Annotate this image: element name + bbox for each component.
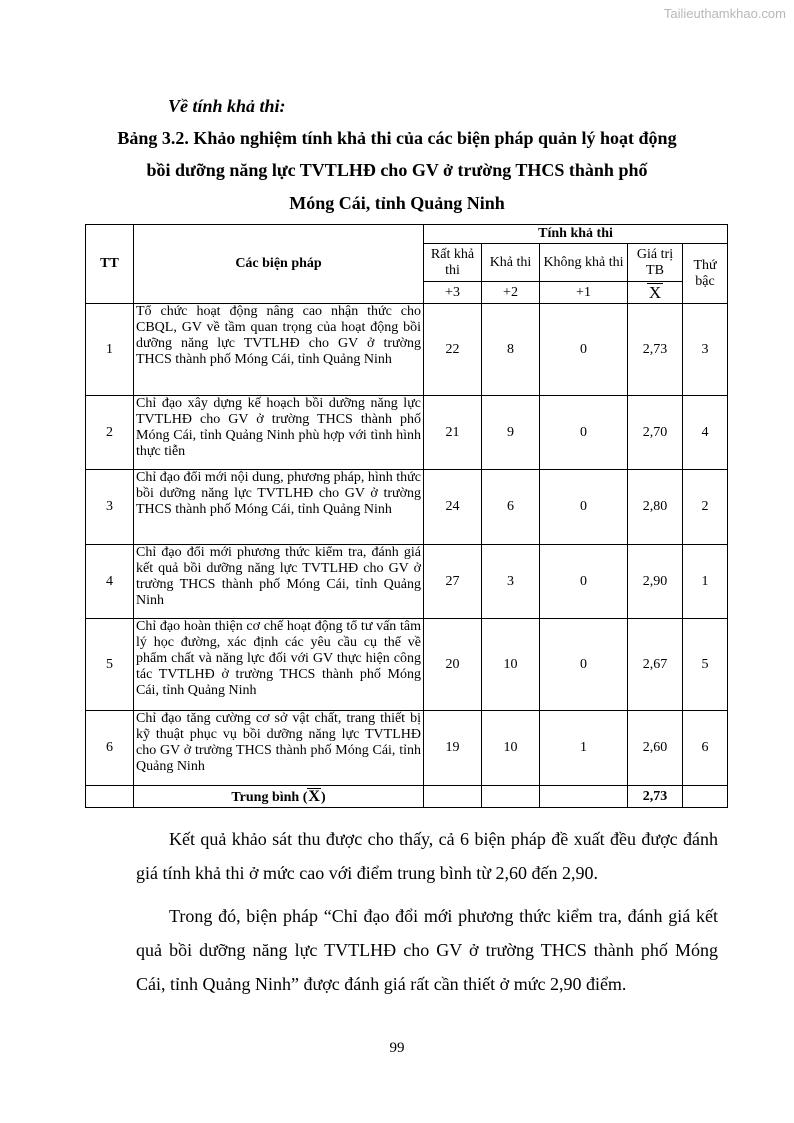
mean-symbol-cell (628, 282, 683, 304)
table-row (86, 711, 728, 786)
row-feasible: 8 (482, 304, 540, 396)
score-feasible: +2 (482, 282, 540, 304)
row-tt: 6 (86, 711, 134, 786)
row-mean: 2,73 (628, 304, 683, 396)
row-not-feasible: 0 (540, 619, 628, 711)
row-tt: 1 (86, 304, 134, 396)
section-heading: Về tính khả thi: (168, 96, 286, 116)
row-very-feasible: 20 (424, 619, 482, 711)
header-measure: Các biện pháp (134, 225, 424, 304)
footer-label: Trung bình ( (231, 789, 308, 805)
row-feasible: 6 (482, 470, 540, 545)
row-very-feasible: 27 (424, 545, 482, 619)
row-tt: 5 (86, 619, 134, 711)
row-not-feasible: 0 (540, 304, 628, 396)
footer-empty-feasible (482, 786, 540, 808)
footer-mean-symbol: X (308, 787, 320, 805)
row-tt: 4 (86, 545, 134, 619)
header-mean: Giá trị TB (628, 244, 683, 282)
result-paragraph-2: Trong đó, biện pháp “Chỉ đạo đổi mới phương thức kiểm tra, đánh giá kết quả bồi dưỡng năng lực TVTLHĐ cho GV ở trường THCS thành phố Móng Cái, tỉnh Quảng Ninh” được đánh giá rất cần thiết ở mức 2,90 điểm. (136, 906, 718, 994)
row-feasible: 9 (482, 396, 540, 470)
footer-empty-tt (86, 786, 134, 808)
header-feasibility-group: Tính khả thi (424, 225, 728, 244)
row-mean: 2,80 (628, 470, 683, 545)
table-row (86, 396, 728, 470)
footer-label-cell (134, 786, 424, 808)
row-tt: 2 (86, 396, 134, 470)
row-rank: 4 (683, 396, 728, 470)
row-rank: 2 (683, 470, 728, 545)
row-very-feasible: 24 (424, 470, 482, 545)
table-row (86, 304, 728, 396)
footer-mean: 2,73 (628, 786, 683, 808)
row-rank: 3 (683, 304, 728, 396)
row-measure: Chỉ đạo đổi mới nội dung, phương pháp, hình thức bồi dưỡng năng lực TVTLHĐ cho GV ở trường THCS thành phố Móng Cái, tỉnh Quảng Ninh (134, 470, 424, 545)
row-very-feasible: 21 (424, 396, 482, 470)
row-mean: 2,67 (628, 619, 683, 711)
table-footer-row (86, 786, 728, 808)
row-not-feasible: 0 (540, 396, 628, 470)
row-mean: 2,90 (628, 545, 683, 619)
footer-empty-very (424, 786, 482, 808)
row-measure: Chỉ đạo hoàn thiện cơ chế hoạt động tổ tư vấn tâm lý học đường, xác định các yêu cầu cụ thể về phẩm chất và năng lực đối với GV thực hiện công tác TVTLHĐ ở trường THCS thành phố Móng Cái, tỉnh Quảng Ninh (134, 619, 424, 711)
row-feasible: 10 (482, 619, 540, 711)
table-caption-line-1: Bảng 3.2. Khảo nghiệm tính khả thi của các biện pháp quản lý hoạt động (117, 128, 677, 148)
table-row (86, 619, 728, 711)
row-rank: 1 (683, 545, 728, 619)
feasibility-table (85, 224, 728, 808)
watermark: Tailieuthamkhao.com (663, 6, 786, 21)
row-tt: 3 (86, 470, 134, 545)
header-rank: Thứ bậc (683, 244, 728, 304)
row-not-feasible: 0 (540, 470, 628, 545)
table-row (86, 545, 728, 619)
row-measure: Chỉ đạo đổi mới phương thức kiểm tra, đánh giá kết quả bồi dưỡng năng lực TVTLHĐ cho GV ở trường THCS thành phố Móng Cái, tỉnh Quảng Ninh (134, 545, 424, 619)
row-rank: 6 (683, 711, 728, 786)
row-very-feasible: 19 (424, 711, 482, 786)
row-not-feasible: 0 (540, 545, 628, 619)
table-row (86, 470, 728, 545)
header-very-feasible: Rất khả thi (424, 244, 482, 282)
row-mean: 2,60 (628, 711, 683, 786)
table-caption-line-3: Móng Cái, tỉnh Quảng Ninh (289, 193, 505, 213)
row-rank: 5 (683, 619, 728, 711)
footer-close: ) (320, 789, 326, 805)
header-not-feasible: Không khả thi (540, 244, 628, 282)
row-feasible: 3 (482, 545, 540, 619)
score-very-feasible: +3 (424, 282, 482, 304)
result-paragraph-1: Kết quả khảo sát thu được cho thấy, cả 6 biện pháp đề xuất đều được đánh giá tính khả thi ở mức cao với điểm trung bình từ 2,60 đến 2,90. (136, 829, 718, 883)
header-feasible: Khả thi (482, 244, 540, 282)
row-not-feasible: 1 (540, 711, 628, 786)
footer-empty-not (540, 786, 628, 808)
page-number: 99 (389, 1040, 405, 1056)
footer-empty-rank (683, 786, 728, 808)
score-not-feasible: +1 (540, 282, 628, 304)
table-caption-line-2: bồi dưỡng năng lực TVTLHĐ cho GV ở trường THCS thành phố (146, 160, 648, 180)
header-tt: TT (86, 225, 134, 304)
row-measure: Tổ chức hoạt động nâng cao nhận thức cho CBQL, GV về tầm quan trọng của hoạt động bồi dưỡng năng lực TVTLHĐ cho GV ở trường THCS thành phố Móng Cái, tỉnh Quảng Ninh (134, 304, 424, 396)
row-mean: 2,70 (628, 396, 683, 470)
mean-symbol: X (648, 282, 662, 302)
row-measure: Chỉ đạo xây dựng kế hoạch bồi dưỡng năng lực TVTLHĐ cho GV ở trường THCS thành phố Móng Cái, tỉnh Quảng Ninh phù hợp với tình hình thực tiễn (134, 396, 424, 470)
row-very-feasible: 22 (424, 304, 482, 396)
row-measure: Chỉ đạo tăng cường cơ sở vật chất, trang thiết bị kỹ thuật phục vụ bồi dưỡng năng lực TVTLHĐ cho GV ở trường THCS thành phố Móng Cái, tỉnh Quảng Ninh (134, 711, 424, 786)
row-feasible: 10 (482, 711, 540, 786)
